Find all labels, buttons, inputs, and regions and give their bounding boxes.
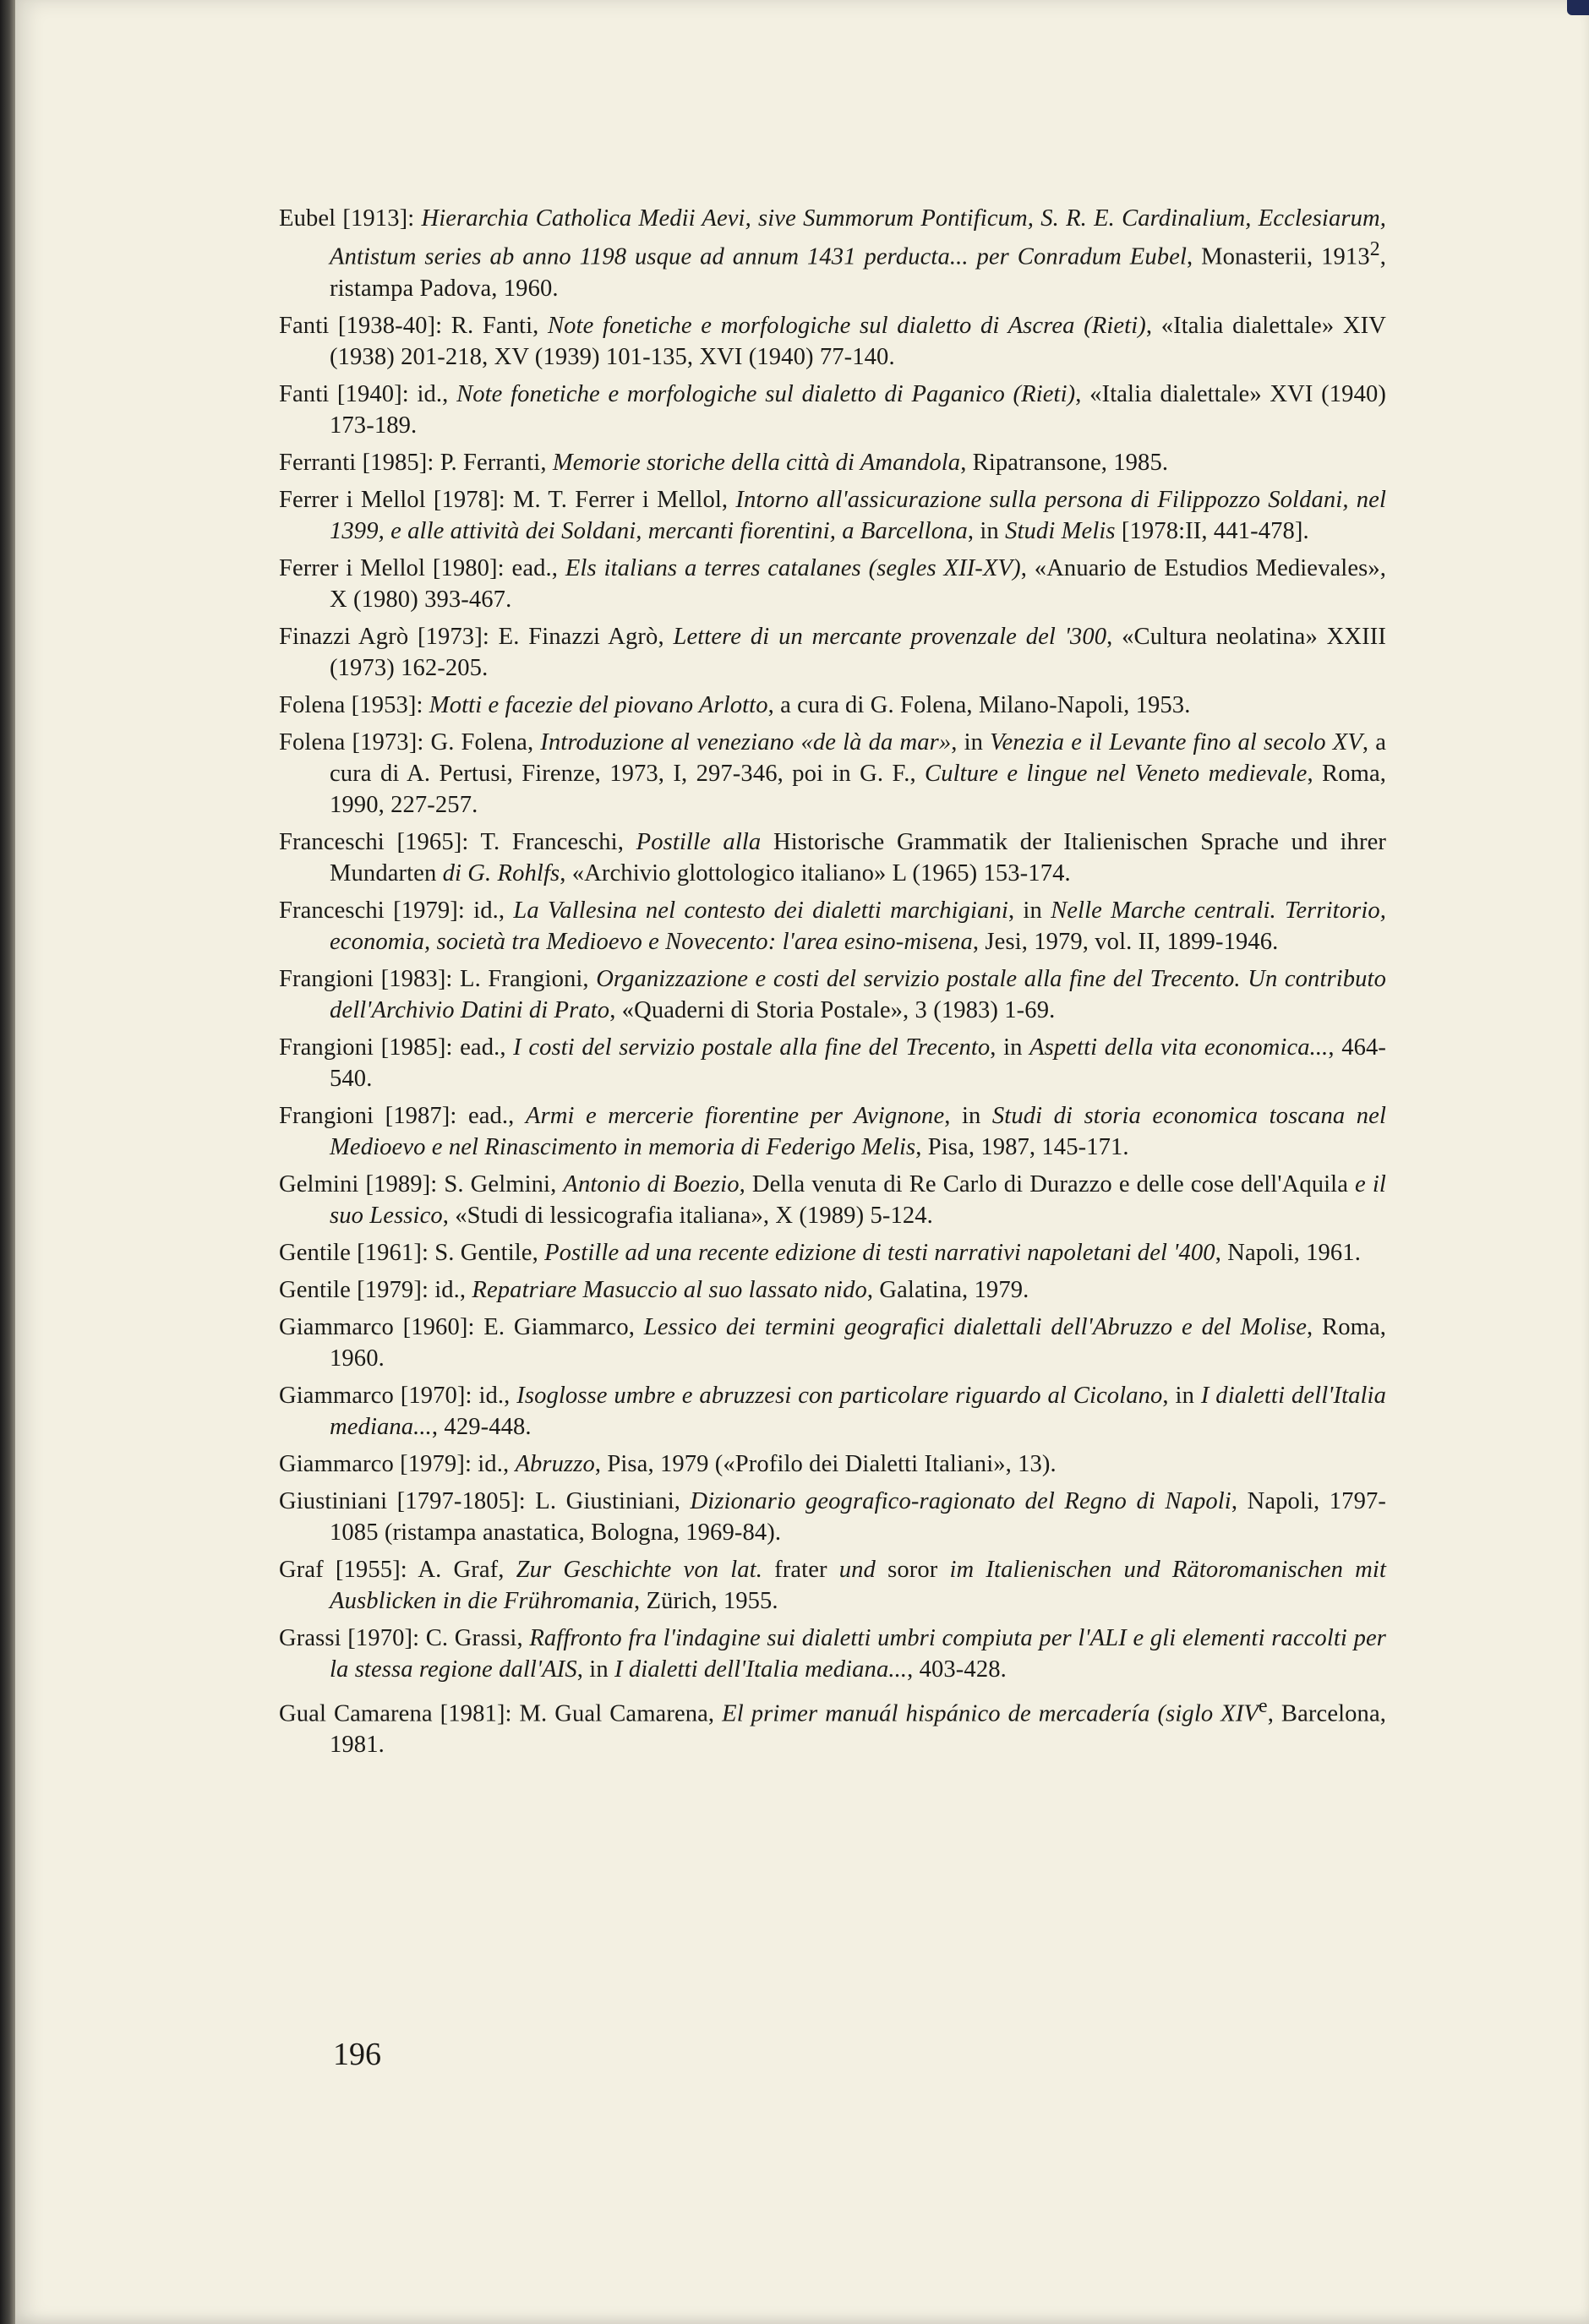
page-number: 196 xyxy=(333,2037,381,2072)
bibliography-entry xyxy=(279,963,1386,1026)
entry-text: M. T. Ferrer i Mellol, xyxy=(512,486,736,513)
entry-text: , Monasterii, 1913 xyxy=(1187,243,1370,270)
entry-title: El primer manuál hispánico de mercadería (siglo XIV xyxy=(722,1700,1259,1727)
entry-title: I dialetti dell'Italia mediana... xyxy=(614,1656,908,1683)
entry-text: ead., xyxy=(511,554,565,581)
entry-text: id., xyxy=(417,380,457,407)
bibliography-entry xyxy=(279,1169,1386,1231)
page-corner-tab xyxy=(1567,0,1589,15)
entry-text: ead., xyxy=(460,1034,514,1061)
entry-key: Gentile [1961]: xyxy=(279,1239,435,1266)
entry-key: Folena [1953]: xyxy=(279,691,429,718)
entry-title: e il suo Lessico xyxy=(330,1170,1386,1229)
entry-text: , 429-448. xyxy=(431,1413,532,1440)
bibliography-entry xyxy=(279,1486,1386,1548)
bibliography-entry xyxy=(279,1691,1386,1761)
entry-title: Dizionario geografico-ragionato del Regno di Napoli xyxy=(690,1487,1231,1514)
entry-title: Studi di storia economica toscana nel Medioevo e nel Rinascimento in memoria di Federigo Melis xyxy=(330,1102,1386,1160)
entry-title: Aspetti della vita economica... xyxy=(1029,1034,1329,1061)
entry-key: Frangioni [1983]: xyxy=(279,965,460,992)
entry-key: Giammarco [1970]: xyxy=(279,1382,479,1409)
bibliography-entry xyxy=(279,1623,1386,1685)
entry-text: , Pisa, 1987, 145-171. xyxy=(915,1133,1129,1160)
bibliography-entry xyxy=(279,1554,1386,1617)
entry-text: A. Graf, xyxy=(418,1556,516,1583)
entry-text: P. Ferranti, xyxy=(440,449,553,476)
entry-text: R. Fanti, xyxy=(450,312,548,339)
entry-text: ead., xyxy=(467,1102,526,1129)
entry-title: und xyxy=(838,1556,876,1583)
entry-text: E. Giammarco, xyxy=(483,1313,644,1340)
entry-key: Gentile [1979]: xyxy=(279,1276,435,1303)
entry-text: id., xyxy=(478,1382,517,1409)
entry-text: , Ripatransone, 1985. xyxy=(960,449,1169,476)
entry-key: Fanti [1938-40]: xyxy=(279,312,451,339)
entry-text: Della venuta di Re Carlo di Durazzo e delle cose dell'Aquila xyxy=(745,1170,1356,1197)
entry-text: G. Folena, xyxy=(430,728,541,756)
entry-title: Repatriare Masuccio al suo lassato nido xyxy=(472,1276,867,1303)
entry-text: , «Anuario de Estudios Medievales», X (1980) 393-467. xyxy=(330,554,1386,613)
entry-text: , 403-428. xyxy=(907,1656,1007,1683)
entry-title: I dialetti dell'Italia mediana... xyxy=(330,1382,1387,1440)
entry-title: Organizzazione e costi del servizio postale alla fine del Trecento. Un contributo dell'Archivio Datini di Prato xyxy=(330,965,1386,1023)
bibliography-entry xyxy=(279,727,1386,821)
entry-superscript: 2 xyxy=(1369,238,1380,260)
entry-title: Els italians a terres catalanes (segles XII-XV) xyxy=(565,554,1021,581)
entry-text: , 464-540. xyxy=(330,1034,1387,1092)
entry-text: , ristampa Padova, 1960. xyxy=(330,243,1386,302)
entry-key: Gual Camarena [1981]: xyxy=(279,1700,520,1727)
entry-key: Gelmini [1989]: xyxy=(279,1170,445,1197)
entry-key: Franceschi [1979]: xyxy=(279,897,474,924)
entry-key: Giustiniani [1797-1805]: xyxy=(279,1487,536,1514)
entry-text: soror xyxy=(875,1556,950,1583)
bibliography-entry xyxy=(279,203,1386,304)
bibliography-entry xyxy=(279,553,1386,615)
entry-key: Franceschi [1965]: xyxy=(279,828,481,855)
entry-text: , in xyxy=(1007,897,1051,924)
bibliography-entry xyxy=(279,690,1386,721)
entry-text: id., xyxy=(478,1450,516,1477)
entry-text: , in xyxy=(944,1102,992,1129)
entry-key: Folena [1973]: xyxy=(279,728,431,756)
entry-text: id., xyxy=(473,897,514,924)
bibliography-entry xyxy=(279,447,1386,478)
entry-text: , Napoli, 1961. xyxy=(1215,1239,1361,1266)
entry-title: Nelle Marche centrali. Territorio, economia, società tra Medioevo e Novecento: l'area esino-misena xyxy=(330,897,1387,955)
entry-title: Abruzzo xyxy=(515,1450,595,1477)
entry-title: Note fonetiche e morfologiche sul dialetto di Paganico (Rieti) xyxy=(456,380,1076,407)
bibliography-entry xyxy=(279,1274,1386,1306)
entry-title: I costi del servizio postale alla fine del Trecento xyxy=(513,1034,991,1061)
bibliography-list xyxy=(279,203,1386,1766)
entry-text: S. Gentile, xyxy=(434,1239,545,1266)
entry-text: L. Frangioni, xyxy=(460,965,597,992)
entry-key: Grassi [1970]: xyxy=(279,1624,426,1651)
entry-title: Hierarchia Catholica Medii Aevi, sive Summorum Pontificum, S. R. E. Cardinalium, Ecclesiarum, Antistum series ab anno 1198 usque ad annum 1431 perducta... per Conradum Eubel xyxy=(330,205,1386,270)
entry-title: Isoglosse umbre e abruzzesi con particolare riguardo al Cicolano xyxy=(516,1382,1163,1409)
entry-title: La Vallesina nel contesto dei dialetti marchigiani xyxy=(513,897,1008,924)
entry-text: , Roma, 1990, 227-257. xyxy=(330,760,1387,818)
entry-text: , Jesi, 1979, vol. II, 1899-1946. xyxy=(972,928,1279,955)
entry-text: , in xyxy=(1162,1382,1201,1409)
entry-superscript: e xyxy=(1259,1694,1268,1717)
entry-text: , Roma, 1960. xyxy=(330,1313,1386,1372)
entry-text: , «Italia dialettale» XVI (1940) 173-189. xyxy=(330,380,1386,439)
entry-key: Frangioni [1985]: xyxy=(279,1034,461,1061)
entry-key: Fanti [1940]: xyxy=(279,380,418,407)
entry-title: Postille ad una recente edizione di testi narrativi napoletani del '400 xyxy=(544,1239,1215,1266)
bibliography-entry xyxy=(279,1100,1386,1163)
entry-title: Intorno all'assicurazione sulla persona di Filippozzo Soldani, nel 1399, e alle attività dei Soldani, mercanti fiorentini, a Barcellona xyxy=(330,486,1386,544)
entry-text: , Galatina, 1979. xyxy=(866,1276,1029,1303)
bibliography-entry xyxy=(279,310,1386,373)
entry-text: , in xyxy=(951,728,991,756)
entry-key: Finazzi Agrò [1973]: xyxy=(279,623,499,650)
entry-text: , Barcelona, 1981. xyxy=(330,1700,1386,1759)
entry-title: Motti e facezie del piovano Arlotto xyxy=(429,691,768,718)
entry-text: C. Grassi, xyxy=(425,1624,530,1651)
entry-text: , Zürich, 1955. xyxy=(634,1587,778,1614)
entry-text: frater xyxy=(762,1556,839,1583)
entry-text: , «Italia dialettale» XIV (1938) 201-218, XV (1939) 101-135, XVI (1940) 77-140. xyxy=(330,312,1386,370)
entry-text: [1978:II, 441-478]. xyxy=(1115,517,1309,544)
entry-key: Eubel [1913]: xyxy=(279,205,422,232)
entry-key: Graf [1955]: xyxy=(279,1556,418,1583)
entry-text: , Pisa, 1979 («Profilo dei Dialetti Italiani», 13). xyxy=(594,1450,1057,1477)
bibliography-entry xyxy=(279,1032,1386,1094)
entry-title: Memorie storiche della città di Amandola xyxy=(552,449,961,476)
entry-key: Frangioni [1987]: xyxy=(279,1102,468,1129)
entry-title: Lettere di un mercante provenzale del '300 xyxy=(673,623,1107,650)
entry-title: Raffronto fra l'indagine sui dialetti umbri compiuta per l'ALI e gli elementi raccolti per la stessa regione dall'AIS xyxy=(330,1624,1386,1683)
entry-title: Venezia e il Levante fino al secolo XV xyxy=(990,728,1362,756)
book-spine-edge xyxy=(0,0,15,2324)
bibliography-entry xyxy=(279,1380,1386,1443)
entry-text: M. Gual Camarena, xyxy=(519,1700,723,1727)
entry-title: Lessico dei termini geografici dialettali dell'Abruzzo e del Molise xyxy=(643,1313,1308,1340)
entry-key: Ferranti [1985]: xyxy=(279,449,440,476)
entry-title: Introduzione al veneziano «de là da mar» xyxy=(540,728,952,756)
bibliography-entry xyxy=(279,1312,1386,1374)
entry-key: Giammarco [1960]: xyxy=(279,1313,484,1340)
entry-text: id., xyxy=(434,1276,472,1303)
entry-title: Note fonetiche e morfologiche sul dialetto di Ascrea (Rieti) xyxy=(547,312,1146,339)
entry-text: , «Archivio glottologico italiano» L (1965) 153-174. xyxy=(560,859,1071,887)
bibliography-entry xyxy=(279,895,1386,957)
bibliography-entry xyxy=(279,484,1386,547)
entry-text: E. Finazzi Agrò, xyxy=(498,623,674,650)
entry-text: , in xyxy=(576,1656,614,1683)
entry-title: Antonio di Boezio, xyxy=(563,1170,745,1197)
entry-title: Zur Geschichte von lat. xyxy=(516,1556,762,1583)
entry-title: im Italienischen und Rätoromanischen mit Ausblicken in die Frühromania xyxy=(330,1556,1386,1614)
bibliography-entry xyxy=(279,1448,1386,1480)
entry-title: Postille alla xyxy=(636,828,762,855)
entry-text: , in xyxy=(967,517,1006,544)
entry-text: , Napoli, 1797-1085 (ristampa anastatica, Bologna, 1969-84). xyxy=(330,1487,1386,1546)
entry-title: di G. Rohlfs xyxy=(442,859,560,887)
entry-key: Ferrer i Mellol [1980]: xyxy=(279,554,512,581)
entry-text: S. Gelmini, xyxy=(444,1170,564,1197)
bibliography-entry xyxy=(279,379,1386,441)
entry-text: , in xyxy=(990,1034,1030,1061)
entry-text: , «Cultura neolatina» XXIII (1973) 162-205. xyxy=(330,623,1386,681)
entry-text: , a cura di A. Pertusi, Firenze, 1973, I, 297-346, poi in G. F., xyxy=(330,728,1387,787)
entry-title: Culture e lingue nel Veneto medievale xyxy=(925,760,1308,787)
entry-text: , a cura di G. Folena, Milano-Napoli, 1953. xyxy=(767,691,1191,718)
entry-title: Studi Melis xyxy=(1005,517,1116,544)
book-page xyxy=(15,0,1589,2324)
bibliography-entry xyxy=(279,826,1386,889)
entry-key: Ferrer i Mellol [1978]: xyxy=(279,486,513,513)
bibliography-entry xyxy=(279,1237,1386,1268)
entry-title: Armi e mercerie fiorentine per Avignone xyxy=(525,1102,945,1129)
entry-text: T. Franceschi, xyxy=(480,828,636,855)
bibliography-entry xyxy=(279,621,1386,684)
entry-key: Giammarco [1979]: xyxy=(279,1450,478,1477)
entry-text: , «Quaderni di Storia Postale», 3 (1983) 1-69. xyxy=(609,996,1056,1023)
entry-text: Historische Grammatik der Italienischen Sprache und ihrer Mundarten xyxy=(330,828,1386,887)
entry-text: L. Giustiniani, xyxy=(535,1487,691,1514)
entry-text: , «Studi di lessicografia italiana», X (1989) 5-124. xyxy=(442,1202,933,1229)
